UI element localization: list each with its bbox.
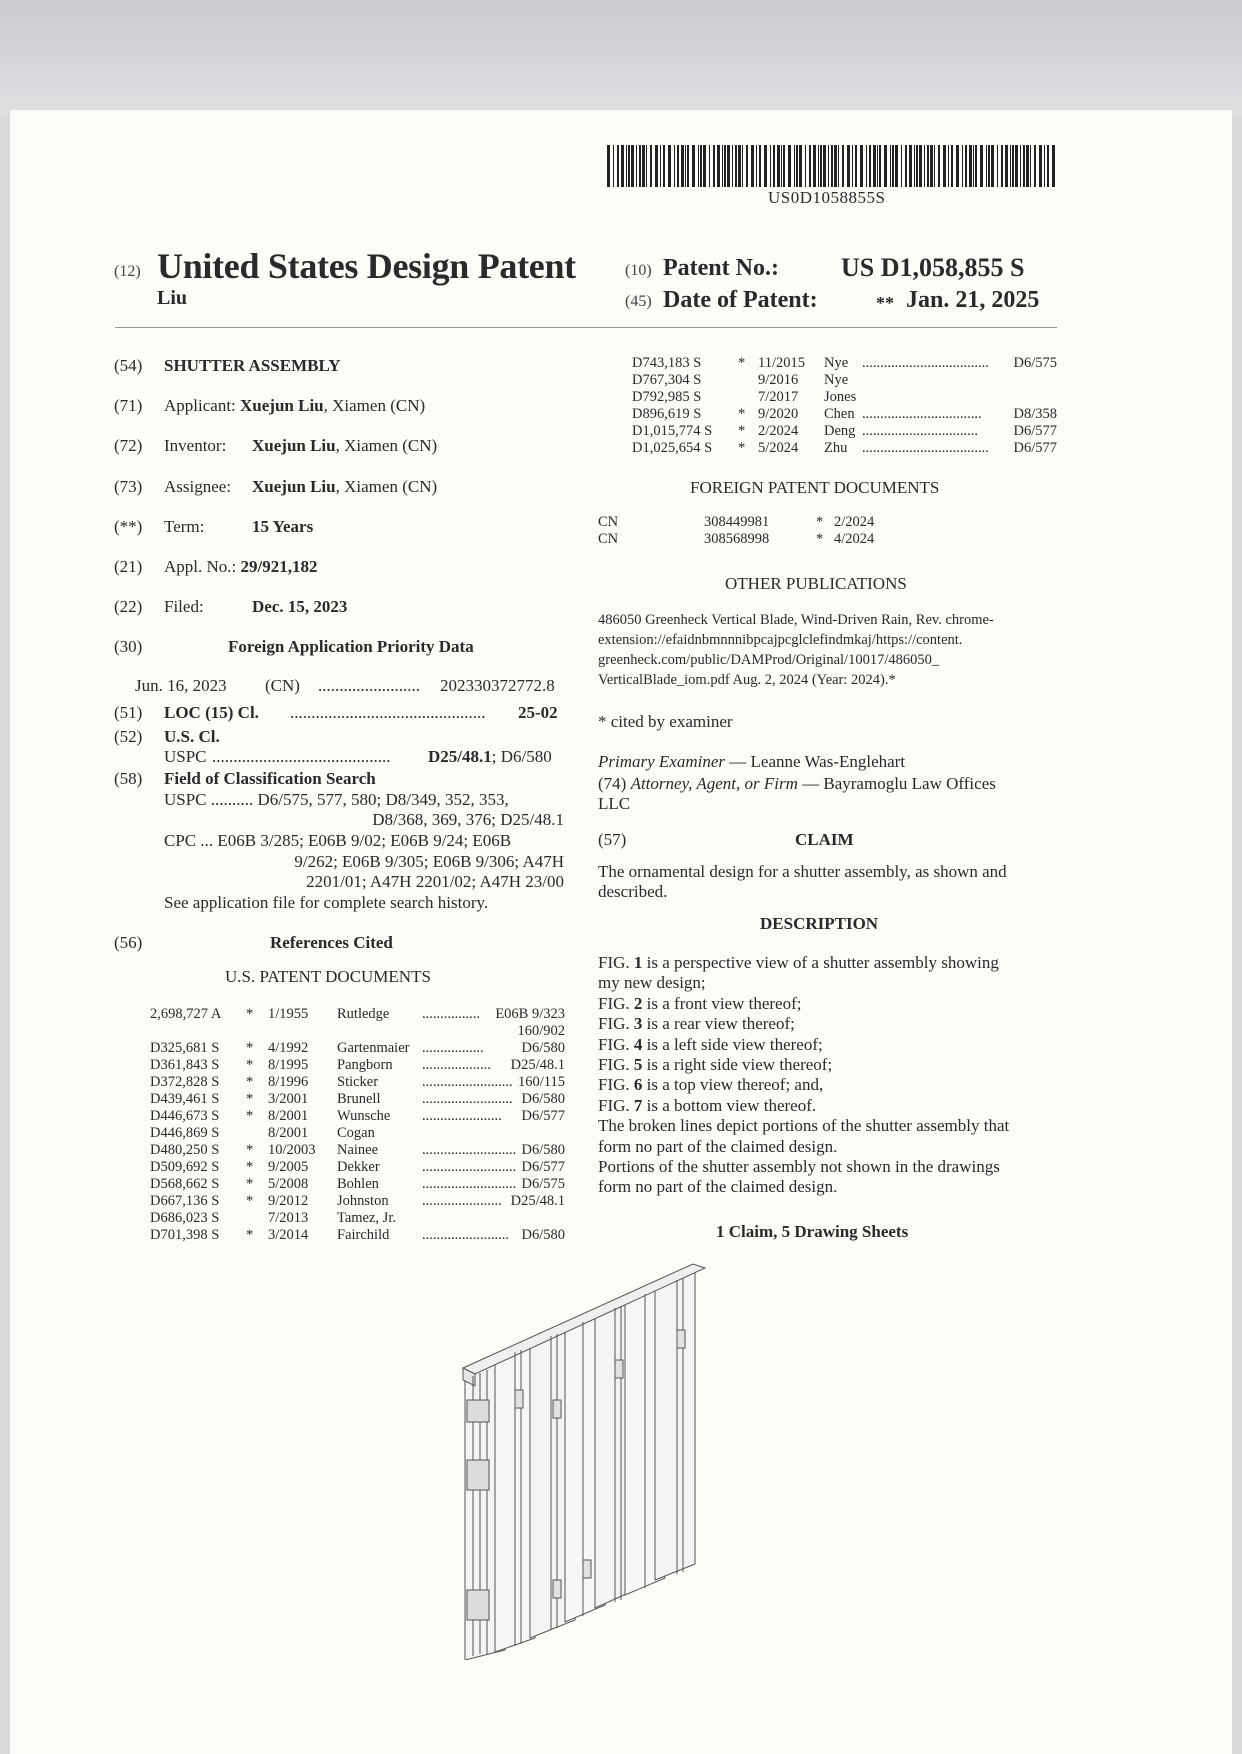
reference-star: * bbox=[246, 1057, 254, 1073]
reference-row bbox=[150, 1210, 565, 1227]
search-line: CPC ... E06B 3/285; E06B 9/02; E06B 9/24; E06B bbox=[164, 831, 512, 850]
uspc-leader: .......................................... bbox=[212, 747, 391, 766]
reference-star: * bbox=[246, 1176, 254, 1192]
description-line: my new design; bbox=[598, 973, 706, 993]
reference-num: D667,136 S bbox=[150, 1193, 220, 1209]
reference-name: Nainee bbox=[337, 1142, 379, 1158]
shutter-assembly-drawing bbox=[455, 1260, 715, 1660]
reference-dots: ......................... bbox=[422, 1074, 513, 1090]
reference-date: 9/2012 bbox=[268, 1193, 309, 1209]
code-52: (52) bbox=[114, 727, 143, 746]
reference-row bbox=[632, 406, 1057, 423]
reference-date: 11/2015 bbox=[758, 355, 805, 371]
description-text bbox=[598, 953, 1068, 1198]
reference-num: D446,673 S bbox=[150, 1108, 220, 1124]
reference-date: 2/2024 bbox=[834, 514, 875, 530]
foreign-references-table bbox=[598, 514, 898, 548]
priority-leader: ........................ bbox=[318, 676, 420, 695]
reference-star: * bbox=[816, 514, 824, 530]
assignee-field: Assignee: Xuejun Liu, Xiamen (CN) bbox=[164, 477, 438, 496]
foreign-patent-documents-heading: FOREIGN PATENT DOCUMENTS bbox=[690, 478, 940, 497]
reference-num: D361,843 S bbox=[150, 1057, 220, 1073]
reference-cls: D6/580 bbox=[521, 1091, 565, 1107]
term-field: Term: 15 Years bbox=[164, 517, 314, 536]
primary-examiner: Primary Examiner — Leanne Was-Englehart bbox=[598, 752, 906, 771]
reference-cls: D6/577 bbox=[1013, 440, 1057, 456]
publication-line: 486050 Greenheck Vertical Blade, Wind-Driven Rain, Rev. chrome- bbox=[598, 612, 994, 628]
reference-cls: D6/580 bbox=[521, 1227, 565, 1243]
reference-dots: ................................. bbox=[862, 406, 982, 422]
priority-date: Jun. 16, 2023 bbox=[135, 676, 227, 695]
reference-row bbox=[632, 355, 1057, 372]
reference-date: 8/2001 bbox=[268, 1108, 309, 1124]
claim-heading: CLAIM bbox=[795, 830, 854, 849]
patent-type-title: United States Design Patent bbox=[157, 246, 576, 286]
description-line: Portions of the shutter assembly not shown in the drawings bbox=[598, 1157, 1000, 1177]
date-asterisks: ** bbox=[876, 293, 894, 313]
reference-num: D372,828 S bbox=[150, 1074, 220, 1090]
reference-row bbox=[150, 1159, 565, 1176]
reference-row bbox=[150, 1040, 565, 1057]
reference-row bbox=[632, 423, 1057, 440]
reference-dots: ................... bbox=[422, 1057, 491, 1073]
us-class-label: U.S. Cl. bbox=[164, 727, 220, 746]
application-number-field: Appl. No.: 29/921,182 bbox=[164, 557, 318, 576]
reference-name: Deng bbox=[824, 423, 856, 439]
reference-cls: D8/358 bbox=[1013, 406, 1057, 422]
other-publications-heading: OTHER PUBLICATIONS bbox=[725, 574, 907, 593]
code-10: (10) bbox=[625, 262, 652, 279]
reference-star: * bbox=[738, 355, 746, 371]
reference-date: 8/1995 bbox=[268, 1057, 309, 1073]
reference-dots: ...................... bbox=[422, 1193, 502, 1209]
reference-star: * bbox=[246, 1091, 254, 1107]
claim-text: The ornamental design for a shutter assembly, as shown and bbox=[598, 862, 1007, 881]
reference-name: Sticker bbox=[337, 1074, 379, 1090]
reference-cls: D6/575 bbox=[1013, 355, 1057, 371]
reference-num: D480,250 S bbox=[150, 1142, 220, 1158]
barcode-number: US0D1058855S bbox=[768, 188, 886, 207]
reference-row bbox=[150, 1023, 565, 1040]
reference-name: Brunell bbox=[337, 1091, 381, 1107]
description-line: FIG. 4 is a left side view thereof; bbox=[598, 1034, 823, 1054]
reference-row bbox=[150, 1142, 565, 1159]
code-45: (45) bbox=[625, 293, 652, 310]
barcode-image bbox=[607, 145, 1055, 187]
code-51: (51) bbox=[114, 703, 143, 722]
applicant-field: Applicant: Xuejun Liu, Xiamen (CN) bbox=[164, 396, 426, 415]
reference-name: Fairchild bbox=[337, 1227, 390, 1243]
cited-by-examiner-note: * cited by examiner bbox=[598, 712, 733, 731]
reference-star: * bbox=[738, 440, 746, 456]
references-cited-heading: References Cited bbox=[270, 933, 393, 952]
patent-no-label: Patent No.: bbox=[663, 255, 779, 281]
reference-date: 9/2016 bbox=[758, 372, 799, 388]
reference-row bbox=[150, 1227, 565, 1244]
reference-row bbox=[150, 1006, 565, 1023]
code-56: (56) bbox=[114, 933, 143, 952]
reference-num: D792,985 S bbox=[632, 389, 702, 405]
reference-date: 3/2014 bbox=[268, 1227, 309, 1243]
reference-star: * bbox=[246, 1040, 254, 1056]
reference-star: * bbox=[246, 1227, 254, 1243]
reference-star: * bbox=[246, 1006, 254, 1022]
reference-date: 10/2003 bbox=[268, 1142, 316, 1158]
reference-num: D1,025,654 S bbox=[632, 440, 713, 456]
reference-row bbox=[150, 1193, 565, 1210]
description-line: FIG. 3 is a rear view thereof; bbox=[598, 1014, 795, 1034]
reference-star: * bbox=[246, 1142, 254, 1158]
reference-row bbox=[150, 1057, 565, 1074]
loc-class-leader: .............................................. bbox=[290, 703, 486, 722]
attorney-field: (74) Attorney, Agent, or Firm — Bayramoglu Law Offices bbox=[598, 774, 996, 793]
code-72: (72) bbox=[114, 436, 143, 455]
reference-row bbox=[150, 1176, 565, 1193]
us-references-table bbox=[150, 1006, 565, 1244]
code-58: (58) bbox=[114, 769, 143, 788]
reference-row bbox=[598, 531, 898, 548]
reference-cls: 160/902 bbox=[517, 1023, 565, 1039]
reference-cls: D6/577 bbox=[521, 1159, 565, 1175]
uspc-value: D25/48.1; D6/580 bbox=[428, 747, 552, 766]
reference-name: Zhu bbox=[824, 440, 848, 456]
reference-cls: E06B 9/323 bbox=[495, 1006, 565, 1022]
inventor-surname: Liu bbox=[157, 287, 188, 309]
attorney-field-cont: LLC bbox=[598, 794, 631, 813]
description-line: form no part of the claimed design. bbox=[598, 1136, 838, 1156]
reference-row bbox=[150, 1074, 565, 1091]
reference-star: * bbox=[816, 531, 824, 547]
reference-date: 8/1996 bbox=[268, 1074, 309, 1090]
code-30: (30) bbox=[114, 637, 143, 656]
priority-data-heading: Foreign Application Priority Data bbox=[228, 637, 474, 656]
search-line: 2201/01; A47H 2201/02; A47H 23/00 bbox=[306, 872, 564, 891]
reference-cls: D6/577 bbox=[1013, 423, 1057, 439]
description-line: FIG. 7 is a bottom view thereof. bbox=[598, 1095, 817, 1115]
reference-name: Johnston bbox=[337, 1193, 389, 1209]
reference-cls: D6/580 bbox=[521, 1142, 565, 1158]
description-line: The broken lines depict portions of the shutter assembly that bbox=[598, 1116, 1010, 1136]
reference-star: * bbox=[246, 1074, 254, 1090]
classification-search-heading: Field of Classification Search bbox=[164, 769, 376, 788]
reference-dots: ...................... bbox=[422, 1108, 502, 1124]
reference-name: Dekker bbox=[337, 1159, 380, 1175]
code-71: (71) bbox=[114, 396, 143, 415]
code-73: (73) bbox=[114, 477, 143, 496]
reference-row bbox=[598, 514, 898, 531]
us-references-table-continued bbox=[632, 355, 1057, 457]
patent-number: US D1,058,855 S bbox=[841, 253, 1025, 282]
reference-cls: D6/575 bbox=[521, 1176, 565, 1192]
reference-num: D439,461 S bbox=[150, 1091, 220, 1107]
design-title: SHUTTER ASSEMBLY bbox=[164, 356, 341, 375]
priority-number: 202330372772.8 bbox=[440, 676, 555, 695]
reference-dots: ................. bbox=[422, 1040, 484, 1056]
reference-num: 308568998 bbox=[704, 531, 770, 547]
reference-name: Tamez, Jr. bbox=[337, 1210, 396, 1226]
reference-dots: ................................ bbox=[862, 423, 978, 439]
loc-class-label: LOC (15) Cl. bbox=[164, 703, 259, 722]
reference-name: Rutledge bbox=[337, 1006, 390, 1022]
description-line: form no part of the claimed design. bbox=[598, 1177, 838, 1197]
code-57: (57) bbox=[598, 830, 627, 849]
reference-date: 7/2013 bbox=[268, 1210, 309, 1226]
reference-name: Cogan bbox=[337, 1125, 375, 1141]
reference-dots: ......................... bbox=[422, 1091, 513, 1107]
reference-num: D509,692 S bbox=[150, 1159, 220, 1175]
reference-num: D767,304 S bbox=[632, 372, 702, 388]
description-line: FIG. 6 is a top view thereof; and, bbox=[598, 1075, 824, 1095]
reference-num: D1,015,774 S bbox=[632, 423, 713, 439]
reference-star: * bbox=[738, 406, 746, 422]
code-21: (21) bbox=[114, 557, 143, 576]
reference-name: Nye bbox=[824, 355, 849, 371]
reference-name: Gartenmaier bbox=[337, 1040, 410, 1056]
reference-num: D325,681 S bbox=[150, 1040, 220, 1056]
reference-cls: D25/48.1 bbox=[510, 1057, 565, 1073]
description-line: FIG. 5 is a right side view thereof; bbox=[598, 1055, 833, 1075]
reference-date: 1/1955 bbox=[268, 1006, 309, 1022]
reference-date: 8/2001 bbox=[268, 1125, 309, 1141]
description-line: FIG. 1 is a perspective view of a shutter assembly showing bbox=[598, 953, 999, 972]
reference-date: 3/2001 bbox=[268, 1091, 309, 1107]
claim-text-cont: described. bbox=[598, 882, 668, 901]
reference-dots: ................ bbox=[422, 1006, 480, 1022]
publication-line: VerticalBlade_iom.pdf Aug. 2, 2024 (Year: 2024).* bbox=[598, 672, 896, 688]
reference-date: 4/1992 bbox=[268, 1040, 309, 1056]
reference-cls: D6/580 bbox=[521, 1040, 565, 1056]
reference-name: Nye bbox=[824, 372, 849, 388]
reference-num: 2,698,727 A bbox=[150, 1006, 222, 1022]
search-line: 9/262; E06B 9/305; E06B 9/306; A47H bbox=[294, 852, 564, 871]
reference-row bbox=[150, 1125, 565, 1142]
reference-num: D701,398 S bbox=[150, 1227, 220, 1243]
description-heading: DESCRIPTION bbox=[760, 914, 879, 933]
reference-dots: ........................ bbox=[422, 1227, 509, 1243]
reference-num: D446,869 S bbox=[150, 1125, 220, 1141]
reference-dots: .......................... bbox=[422, 1176, 517, 1192]
reference-date: 9/2020 bbox=[758, 406, 799, 422]
reference-num: D743,183 S bbox=[632, 355, 702, 371]
reference-name: Chen bbox=[824, 406, 855, 422]
reference-star: * bbox=[246, 1108, 254, 1124]
priority-country: (CN) bbox=[265, 676, 300, 695]
reference-num: D686,023 S bbox=[150, 1210, 220, 1226]
search-line: USPC .......... D6/575, 577, 580; D8/349, 352, 353, bbox=[164, 790, 509, 809]
reference-name: Jones bbox=[824, 389, 857, 405]
reference-date: 7/2017 bbox=[758, 389, 799, 405]
reference-row bbox=[632, 440, 1057, 457]
date-of-patent: Jan. 21, 2025 bbox=[906, 287, 1040, 313]
description-line: FIG. 2 is a front view thereof; bbox=[598, 993, 802, 1013]
reference-dots: .......................... bbox=[422, 1142, 517, 1158]
reference-row bbox=[632, 372, 1057, 389]
reference-name: Bohlen bbox=[337, 1176, 379, 1192]
reference-date: 5/2008 bbox=[268, 1176, 309, 1192]
reference-num: D896,619 S bbox=[632, 406, 702, 422]
search-line: D8/368, 369, 376; D25/48.1 bbox=[372, 810, 564, 829]
reference-row bbox=[632, 389, 1057, 406]
reference-dots: ................................... bbox=[862, 440, 989, 456]
date-of-patent-label: Date of Patent: bbox=[663, 287, 818, 313]
publication-line: greenheck.com/public/DAMProd/Original/10017/486050_ bbox=[598, 652, 940, 668]
reference-cls: D25/48.1 bbox=[510, 1193, 565, 1209]
filed-field: Filed: Dec. 15, 2023 bbox=[164, 597, 348, 616]
reference-date: 4/2024 bbox=[834, 531, 875, 547]
code-12: (12) bbox=[114, 263, 141, 280]
reference-date: 2/2024 bbox=[758, 423, 799, 439]
reference-row bbox=[150, 1091, 565, 1108]
reference-star: * bbox=[246, 1159, 254, 1175]
reference-num: D568,662 S bbox=[150, 1176, 220, 1192]
search-history-note: See application file for complete search history. bbox=[164, 893, 489, 912]
code-54: (54) bbox=[114, 356, 143, 375]
code-term: (**) bbox=[114, 517, 143, 536]
inventor-field: Inventor: Xuejun Liu, Xiamen (CN) bbox=[164, 436, 438, 455]
reference-cls: 160/115 bbox=[518, 1074, 565, 1090]
reference-num: 308449981 bbox=[704, 514, 770, 530]
reference-dots: ................................... bbox=[862, 355, 989, 371]
reference-cls: D6/577 bbox=[521, 1108, 565, 1124]
reference-country: CN bbox=[598, 514, 619, 530]
reference-date: 5/2024 bbox=[758, 440, 799, 456]
reference-star: * bbox=[738, 423, 746, 439]
uspc-label: USPC bbox=[164, 747, 207, 766]
reference-name: Wunsche bbox=[337, 1108, 391, 1124]
reference-date: 9/2005 bbox=[268, 1159, 309, 1175]
publication-line: extension://efaidnbmnnnibpcajpcglclefindmkaj/https://content. bbox=[598, 632, 963, 648]
reference-star: * bbox=[246, 1193, 254, 1209]
us-patent-documents-heading: U.S. PATENT DOCUMENTS bbox=[225, 967, 431, 986]
reference-name: Pangborn bbox=[337, 1057, 393, 1073]
reference-country: CN bbox=[598, 531, 619, 547]
scan-background bbox=[0, 0, 1242, 115]
reference-dots: .......................... bbox=[422, 1159, 517, 1175]
header-divider bbox=[115, 327, 1057, 328]
code-22: (22) bbox=[114, 597, 143, 616]
loc-class-value: 25-02 bbox=[518, 703, 558, 722]
claims-sheets-count: 1 Claim, 5 Drawing Sheets bbox=[716, 1222, 909, 1241]
reference-row bbox=[150, 1108, 565, 1125]
